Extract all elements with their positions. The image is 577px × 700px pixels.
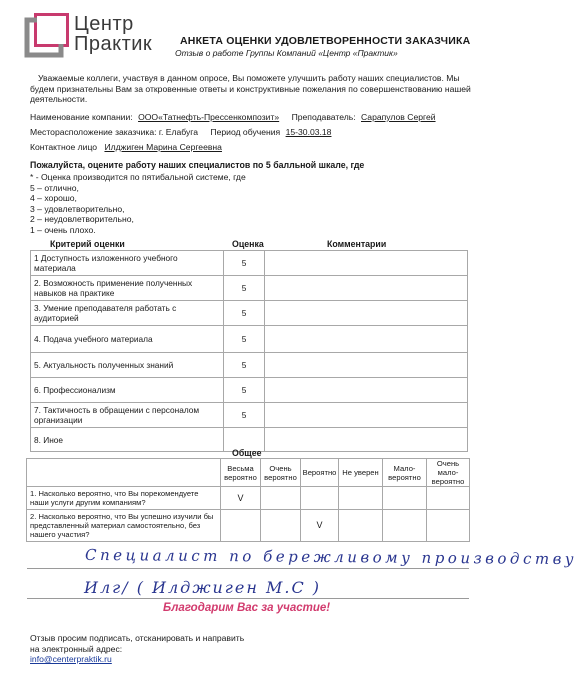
column-header: Очень мало-вероятно	[427, 459, 470, 487]
answer-cell: V	[301, 510, 339, 542]
criterion-cell: 1 Доступность изложенного учебного материала	[31, 251, 224, 276]
footer-line-1: Отзыв просим подписать, отсканировать и направить	[30, 633, 245, 643]
footer-instructions	[30, 633, 244, 665]
criteria-table	[30, 250, 468, 452]
company-field-line	[30, 112, 436, 122]
handwritten-signature: Илг/ ( Илджиген М.С )	[84, 578, 322, 597]
column-header: Мало-вероятно	[383, 459, 427, 487]
intro-paragraph	[30, 73, 475, 105]
criterion-cell: 4. Подача учебного материала	[31, 326, 224, 353]
company-value: ООО«Татнефть-Прессенкомпозит»	[138, 112, 280, 122]
score-cell: 5	[224, 251, 265, 276]
criterion-cell: 5. Актуальность полученных знаний	[31, 353, 224, 378]
comment-cell	[265, 378, 468, 403]
thank-you-message: Благодарим Вас за участие!	[163, 602, 331, 614]
answer-cell	[301, 487, 339, 510]
comment-cell	[265, 353, 468, 378]
contact-label: Контактное лицо	[30, 142, 98, 152]
location-field-line	[30, 127, 331, 137]
contact-value: Илджиген Марина Сергеевна	[104, 142, 222, 152]
location-label: Месторасположение заказчика: г. Елабуга	[30, 127, 199, 137]
criteria-column-header: Критерий оценки	[50, 239, 125, 249]
answer-cell	[339, 487, 383, 510]
question-header-cell	[27, 459, 221, 487]
comment-cell	[265, 276, 468, 301]
answer-cell	[339, 510, 383, 542]
column-header: Весьма вероятно	[221, 459, 261, 487]
answer-cell	[261, 510, 301, 542]
answer-cell: V	[221, 487, 261, 510]
logo-wordmark	[74, 14, 152, 54]
footer-line-2: на электронный адрес:	[30, 643, 123, 654]
company-label: Наименование компании:	[30, 112, 133, 122]
answer-cell	[383, 510, 427, 542]
column-header: Не уверен	[339, 459, 383, 487]
table-row	[31, 301, 468, 326]
criterion-cell: 3. Умение преподавателя работать с аудиторией	[31, 301, 224, 326]
table-row	[31, 276, 468, 301]
intro-text: Уважаемые коллеги, участвуя в данном опросе, Вы поможете улучшить работу наших специалистов. Мы будем признательны Вам за откровенные ответы и конструктивные пожелания по совершенствованию нашей деятельности.	[30, 73, 471, 105]
criterion-cell: 8. Иное	[31, 428, 224, 452]
comment-cell	[265, 326, 468, 353]
criterion-cell: 7. Тактичность в обращении с персоналом организации	[31, 403, 224, 428]
table-row	[27, 510, 470, 542]
teacher-value: Сарапулов Сергей	[361, 112, 436, 122]
comment-cell	[265, 403, 468, 428]
table-header-row	[27, 459, 470, 487]
score-cell: 5	[224, 301, 265, 326]
criterion-cell: 6. Профессионализм	[31, 378, 224, 403]
table-row	[27, 487, 470, 510]
table-row	[31, 353, 468, 378]
score-cell: 5	[224, 353, 265, 378]
logo-line-2: Практик	[74, 33, 153, 55]
table-row	[31, 251, 468, 276]
form-title: АНКЕТА ОЦЕНКИ УДОВЛЕТВОРЕННОСТИ ЗАКАЗЧИКА	[180, 35, 471, 47]
column-header: Вероятно	[301, 459, 339, 487]
question-cell: 2. Насколько вероятно, что Вы успешно изучили бы представленный материал самостоятельно, без нашего участия?	[27, 510, 221, 542]
table-row	[31, 403, 468, 428]
answer-cell	[261, 487, 301, 510]
comment-cell	[265, 301, 468, 326]
question-cell: 1. Насколько вероятно, что Вы порекомендуете наши услуги другим компаниям?	[27, 487, 221, 510]
comment-cell	[265, 251, 468, 276]
score-column-header: Оценка	[232, 239, 264, 249]
comments-column-header: Комментарии	[327, 239, 387, 249]
answer-cell	[427, 487, 470, 510]
score-cell: 5	[224, 276, 265, 301]
logo-line-1: Центр	[74, 13, 134, 35]
handwriting-line-1	[27, 568, 469, 569]
answer-cell	[383, 487, 427, 510]
period-value: 15-30.03.18	[285, 127, 332, 137]
rating-scale	[30, 172, 246, 236]
answer-cell	[427, 510, 470, 542]
score-cell: 5	[224, 403, 265, 428]
scale-line: * - Оценка производится по пятибальной системе, где	[30, 172, 246, 182]
rating-heading: Пожалуйста, оцените работу наших специалистов по 5 балльной шкале, где	[30, 160, 365, 170]
form-subtitle: Отзыв о работе Группы Компаний «Центр «Практик»	[175, 48, 398, 58]
email-link[interactable]: info@centerpraktik.ru	[30, 654, 112, 665]
scale-line: 3 – удовлетворительно,	[30, 203, 125, 214]
handwritten-position: Специалист по бережливому производству	[84, 545, 577, 569]
contact-field-line	[30, 142, 222, 152]
period-label: Период обучения	[210, 127, 281, 137]
scale-line: 5 – отлично,	[30, 182, 79, 193]
scale-line: 4 – хорошо,	[30, 193, 77, 204]
teacher-label: Преподаватель:	[291, 112, 356, 122]
criterion-cell: 2. Возможность применение полученных навыков на практике	[31, 276, 224, 301]
column-header: Очень вероятно	[261, 459, 301, 487]
scale-line: 2 – неудовлетворительно,	[30, 214, 134, 225]
overall-section-title: Общее	[232, 448, 262, 458]
score-cell: 5	[224, 378, 265, 403]
score-cell: 5	[224, 326, 265, 353]
handwriting-line-2	[27, 598, 469, 599]
answer-cell	[221, 510, 261, 542]
comment-cell	[265, 428, 468, 452]
overall-table	[26, 458, 470, 542]
logo-mark-icon	[27, 13, 69, 55]
company-logo	[27, 11, 177, 59]
table-row	[31, 378, 468, 403]
scale-line: 1 – очень плохо.	[30, 224, 96, 235]
table-row	[31, 326, 468, 353]
